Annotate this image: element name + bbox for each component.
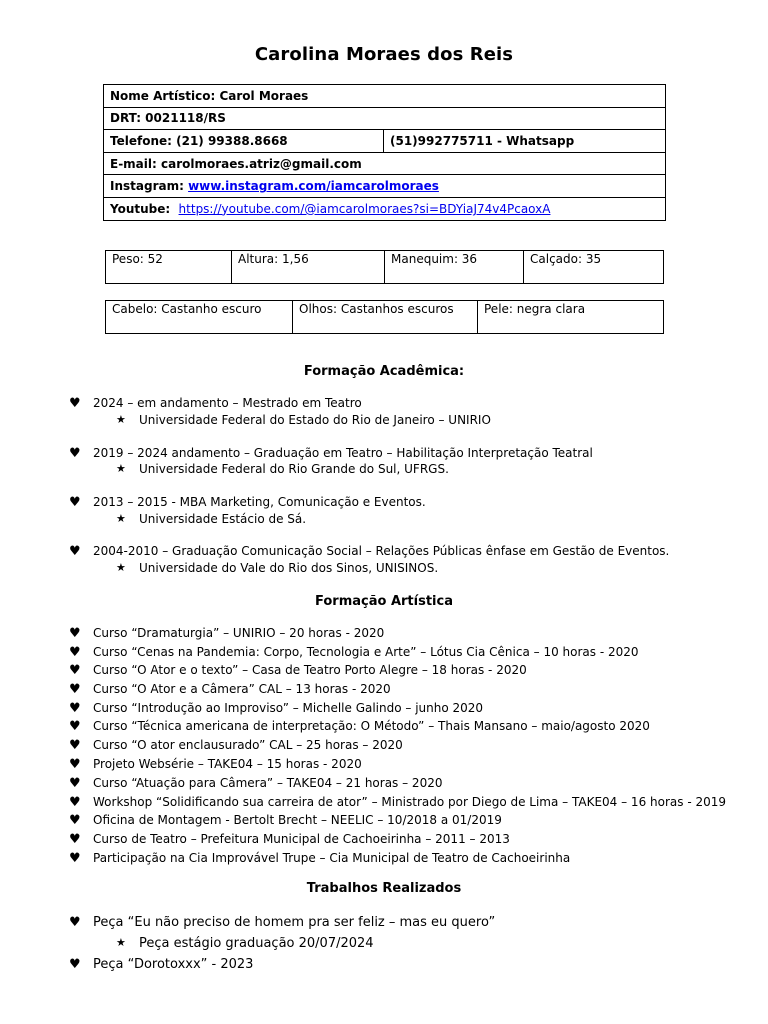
heart-icon: ♥ — [69, 626, 81, 641]
mannequin-cell: Manequim: 36 — [385, 251, 524, 284]
academic-heading: Formação Acadêmica: — [303, 364, 465, 379]
phone-number: Telefone: (21) 99388.8668 — [104, 130, 384, 153]
star-icon: ★ — [116, 413, 126, 426]
heart-icon: ♥ — [69, 957, 81, 972]
resume-page: Carolina Moraes dos Reis Nome Artístico: Carol Moraes DRT: 0021118/RS Telefone: (21) 99388.8668 (51)992775711 - Whatsapp E-mail: carolmoraes.atriz@gmail.com Instagram: www.instagram.com/iamcarolmoraes Youtube: https://youtube.com/@iamcarolmoraes?si=BDYiaJ74v4PcaoxA Peso: 52 Altura: 1,56 Manequim: 36 Calçado: 35 Cabelo: Castanho escuro Olhos: Castanhos escuros Pele: negra clara Formação Acadêmica: ♥ 2024 – em andamento – Mestrado em Teatro ★ Universidade Federal do Estado do Rio de Janeiro – UNIRIO ♥ 2019 – 2024 andamento – Graduação em Teatro – Habilitação Interpretação Teatral ★ Universidade Federal do Rio Grande do Sul, UFRGS. ♥ 2013 – 2015 - MBA Marketing, Comunicação e Eventos. ★ Universidade Estácio de Sá. ♥ 2004-2010 – Graduação Comunicação Social – Relações Públicas ênfase em Gestão de Eventos. ★ Universidade do Vale do Rio dos Sinos, UNISINOS. Formação Artística ♥ Curso “Dramaturgia” – UNIRIO – 20 horas - 2020 ♥ Curso “Cenas na Pandemia: Corpo, Tecnologia e Arte” – Lótus Cia Cênica – 10 horas - 2020 ♥ Curso “O Ator e o texto” – Casa de Teatro Porto Alegre – 18 horas - 2020 ♥ Curso “O Ator e a Câmera” CAL – 13 horas - 2020 ♥ Curso “Introdução ao Improviso” – Michelle Galindo – junho 2020 ♥ Curso “Técnica americana de interpretação: O Método” – Thais Mansano – maio/agosto 2020 ♥ Curso “O ator enclausurado” CAL – 25 horas – 2020 ♥ Projeto Websérie – TAKE04 – 15 horas - 2020 ♥ Curso “Atuação para Câmera” – TAKE04 – 21 horas – 2020 ♥ Workshop “Solidificando sua carreira de ator” – Ministrado por Diego de Lima – TAKE04 – 16 horas - 2019 ♥ Oficina de Montagem - Bertolt Brecht – NEELIC – 10/2018 a 01/2019 ♥ Curso de Teatro – Prefeitura Municipal de Cachoeirinha – 2011 – 2013 ♥ Participação na Cia Improvável Trupe – Cia Municipal de Teatro de Cachoeirinha Trabalhos Realizados ♥ Peça “Eu não preciso de homem pra ser feliz – mas eu quero” ★ Peça estágio graduação 20/07/2024 ♥ Peça “Dorotoxxx” - 2023 — [0, 0, 768, 1024]
drt-number: DRT: 0021118/RS — [104, 107, 666, 130]
height-cell: Altura: 1,56 — [232, 251, 385, 284]
heart-icon: ♥ — [69, 719, 81, 734]
instagram-link[interactable]: www.instagram.com/iamcarolmoraes — [188, 179, 439, 194]
heart-icon: ♥ — [69, 495, 81, 510]
weight-cell: Peso: 52 — [106, 251, 232, 284]
heart-icon: ♥ — [69, 795, 81, 810]
heart-icon: ♥ — [69, 813, 81, 828]
artistic-name: Nome Artístico: Carol Moraes — [104, 85, 666, 108]
instagram-label: Instagram: — [110, 179, 189, 194]
features-table — [105, 300, 664, 334]
works-heading: Trabalhos Realizados — [306, 881, 462, 896]
youtube-link[interactable]: https://youtube.com/@iamcarolmoraes?si=BDYiaJ74v4PcaoxA — [178, 201, 551, 216]
page-title: Carolina Moraes dos Reis — [254, 44, 514, 65]
heart-icon: ♥ — [69, 446, 81, 461]
heart-icon: ♥ — [69, 645, 81, 660]
heart-icon: ♥ — [69, 851, 81, 866]
contact-table — [103, 84, 666, 221]
shoe-size-cell: Calçado: 35 — [524, 251, 664, 284]
heart-icon: ♥ — [69, 757, 81, 772]
heart-icon: ♥ — [69, 832, 81, 847]
eyes-cell: Olhos: Castanhos escuros — [293, 301, 478, 334]
heart-icon: ♥ — [69, 738, 81, 753]
star-icon: ★ — [116, 462, 126, 475]
heart-icon: ♥ — [69, 682, 81, 697]
heart-icon: ♥ — [69, 544, 81, 559]
star-icon: ★ — [116, 936, 126, 949]
heart-icon: ♥ — [69, 776, 81, 791]
heart-icon: ♥ — [69, 915, 81, 930]
star-icon: ★ — [116, 561, 126, 574]
heart-icon: ♥ — [69, 663, 81, 678]
heart-icon: ♥ — [69, 701, 81, 716]
youtube-label: Youtube: — [110, 201, 171, 216]
heart-icon: ♥ — [69, 396, 81, 411]
hair-cell: Cabelo: Castanho escuro — [106, 301, 293, 334]
youtube-cell — [104, 197, 666, 220]
measures-table — [105, 250, 664, 284]
skin-cell: Pele: negra clara — [478, 301, 664, 334]
star-icon: ★ — [116, 512, 126, 525]
artistic-heading: Formação Artística — [315, 594, 453, 609]
whatsapp-number: (51)992775711 - Whatsapp — [384, 130, 666, 153]
email-address: E-mail: carolmoraes.atriz@gmail.com — [104, 152, 666, 175]
instagram-cell — [104, 175, 666, 198]
